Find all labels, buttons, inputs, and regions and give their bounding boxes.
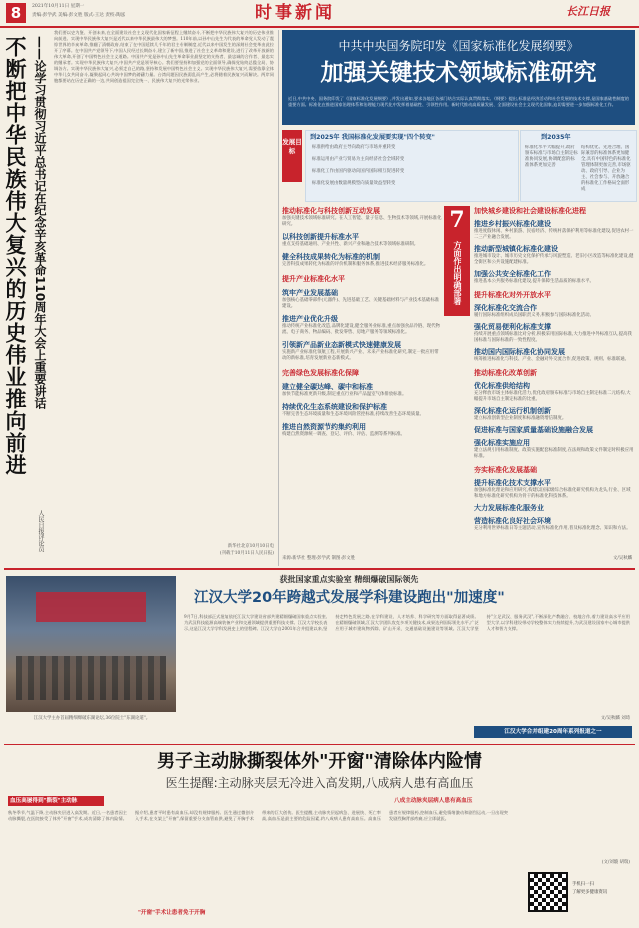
jiangda-kicker: 获批国家重点实验室 精细爆破国际领先 bbox=[279, 575, 419, 584]
item-title: 强化标准实施应用 bbox=[474, 439, 530, 447]
item-title: 推动标准化改革创新 bbox=[474, 369, 537, 377]
seven-aspects-badge bbox=[444, 206, 470, 316]
jiangda-body: 9月7日,科技部正式批复依托江汉大学建设省部共建精细爆破国家重点实验室,为武汉科技能源高端装备产业和交通领域提供重要科技支撑。江汉大学校长表示,这是江汉大学学科发展史上的里程碑。江汉大学自2001年合并组建以来,坚持走特色发展之路,在学科建设、人才培养、科学研究等方面取得显著成绩。在精细爆破领域,江汉大学团队攻克多项关键技术,成果达到国际领先水平,广泛应用于城市建筑物拆除、矿山开采、交通基础设施建设等领域。江汉大学坚持"立足武汉、服务武汉",不断深化产教融合、校地合作,着力建设高水平应用型大学,以学科建设带动学校整体实力持续提升,为武汉建设国家中心城市提供人才和智力支撑。 bbox=[184, 614, 630, 631]
medical-article bbox=[4, 748, 635, 924]
item-title: 强化贸易便利化标准支撑 bbox=[474, 323, 551, 331]
item-title: 推进自然资源节约集约利用 bbox=[282, 423, 366, 431]
medical-body: 秋冬季节,气温下降,主动脉夹层进入高发期。近日,一名患者因主动脉撕裂,在医院接受了体外"开窗"手术,成功清除了体内险情。据介绍,患者平时患有高血压,却没有规律服药。医生通过微创介入手术,在支架上"开窗",保留重要分支血管血供,避免了开胸手术带来的巨大创伤。医生提醒,主动脉夹层起病急、进展快、死亡率高,高血压是最主要的危险因素,约八成病人患有高血压。高血压患者应规律服药,控制血压,避免情绪激动和剧烈运动,一旦出现突发剧烈胸背部疼痛,应立即就医。 bbox=[8, 810, 508, 821]
item-text: 加强关键技术领域标准研究。在人工智能、量子信息、生物技术等领域,开展标准化研究。 bbox=[282, 216, 442, 227]
item-title: 深化标准化交流合作 bbox=[474, 304, 537, 312]
item-text: 推进度假休闲、乡村旅游、民宿经济、传统村落保护利用等标准化建设,促进农村一二三产业融合发展。 bbox=[474, 229, 634, 240]
commentary-headline: 不断把中华民族伟大复兴的历史伟业推向前进 bbox=[3, 36, 27, 476]
item-title: 持续优化生态系统建设和保护标准 bbox=[282, 403, 387, 411]
series-ribbon: 江汉大学合并组建20周年系列报道之一 bbox=[474, 726, 632, 738]
page-number: 8 bbox=[6, 3, 26, 23]
item-title: 引领新产品新业态新模式快速健康发展 bbox=[282, 341, 401, 349]
goal-2025-title: 到2025年 我国标准化发展要实现"四个转变" bbox=[310, 134, 435, 141]
goal-2025-item: 标准化工作由国内驱动向国内国际相互促进转变 bbox=[312, 169, 405, 174]
medical-headline: 男子主动脉撕裂体外"开窗"清除体内险情 bbox=[157, 751, 482, 772]
item-title: 提升标准化对外开放水平 bbox=[474, 291, 551, 299]
commentary-subhead: ——论学习贯彻习近平总书记在纪念辛亥革命110周年大会上重要讲话 bbox=[33, 36, 47, 410]
item-title: 提升标准化技术支撑水平 bbox=[474, 479, 551, 487]
item-text: 加快节能标准更新升级,制定重点行业和产品温室气体排放标准。 bbox=[282, 392, 407, 397]
item-title: 健全科技成果转化为标准的机制 bbox=[282, 253, 380, 261]
forum-photo bbox=[6, 576, 176, 712]
medical-section-1: 血压高屡得到"撕裂"主动脉 bbox=[10, 798, 78, 804]
goal-2025-box bbox=[305, 130, 519, 202]
item-text: 充分利用世界标准日等主题活动,宣传标准化作用,普及标准化理念、知识和方法。 bbox=[474, 526, 631, 531]
item-title: 营造标准化良好社会环境 bbox=[474, 517, 551, 525]
standards-byline: 文/吴秋麟 bbox=[612, 556, 632, 561]
item-text: 充分释放市场主体标准化活力,优化政府颁布标准与市场自主制定标准二元结构,大幅提升市场自主制定标准的比重。 bbox=[474, 391, 631, 402]
item-text: 加强标准化理论和应用研究,构建以国家级综合标准化研究机构为龙头,行业、区域和地方标准化研究机构为骨干的标准化科技体系。 bbox=[474, 488, 631, 499]
item-text: 不断完善生态环境质量和生态环境风险管控标准,持续改善生态环境质量。 bbox=[282, 412, 424, 417]
item-title: 加快城乡建设和社会建设标准化进程 bbox=[474, 207, 586, 215]
commentary-body: 我们要以史为鉴、开创未来,在全面建设社会主义现代化国家新征程上继续奋斗,不断把中华民族伟大复兴的历史伟业推向前进。实现中华民族伟大复兴是近代以来中华民族最伟大的梦想。110年前,以孙中山先生为代表的革命党人发动了震惊世界的辛亥革命,推翻了清朝政府,结束了在中国延续几千年的君主专制制度,近代以来中国发生的深刻社会变革由此拉开了序幕。在中国共产党领导下,中国人民经过长期奋斗,建立了新中国,推进了社会主义革命和建设,进行了改革开放新的伟大革命,开创了中国特色社会主义道路。中国共产党是孙中山先生革命事业最坚定的支持者、最忠诚的合作者、最忠实的继承者。实现中华民族伟大复兴,中国共产党是领导核心。我们要坚持和加强党的全面领导,确保党始终总揽全局、协调各方。实现中华民族伟大复兴,必须走自己的路,坚持和发展中国特色社会主义。实现中华民族伟大复兴,需要依靠全体中华儿女共同奋斗,凝聚起同心共筑中国梦的磅礴力量。台湾问题因民族弱乱而产生,必将随着民族复兴而解决。两岸同胞都要站在历史正确的一边,共同创造祖国完全统一、民族伟大复兴的光荣伟业。 bbox=[54, 30, 274, 83]
item-title: 促进标准与国家质量基础设施融合发展 bbox=[474, 426, 593, 434]
item-title: 夯实标准化发展基础 bbox=[474, 466, 537, 474]
audience-rows bbox=[16, 656, 166, 700]
qr-line-2: 了解更多健康资讯 bbox=[572, 890, 608, 895]
badge-text: 方面作出明确部署 bbox=[453, 241, 462, 305]
standards-kicker: 中共中央国务院印发《国家标准化发展纲要》 bbox=[338, 39, 579, 53]
item-title: 建立健全碳达峰、碳中和标准 bbox=[282, 383, 373, 391]
item-text: 推进城市设计、城市历史文化保护传承与风貌塑造、老旧小区改造等标准化建设,健全街区和公共设施配建标准。 bbox=[474, 254, 634, 265]
goals-label: 发展目标 bbox=[282, 130, 302, 182]
item-text: 推动传统产业标准化改造,品牌化建设,健全服务业标准,重点加强食品冷链、现代物流、电子商务、物品编码、批发零售、房地产服务等领域标准化。 bbox=[282, 324, 440, 335]
item-title: 优化标准供给结构 bbox=[474, 382, 530, 390]
commentary-source: 新华社北京10月10日电 bbox=[227, 544, 274, 549]
qr-line-1: 手机扫一扫 bbox=[572, 882, 594, 887]
item-title: 提升产业标准化水平 bbox=[282, 275, 345, 283]
item-text: 推进基本公共服务标准化建设,提升保障生活品质的标准水平。 bbox=[474, 279, 594, 284]
item-title: 推动标准化与科技创新互动发展 bbox=[282, 207, 380, 215]
item-text: 建立标准创新型企业制度和标准融资增信制度。 bbox=[474, 416, 567, 421]
goal-2035-title: 到2035年 bbox=[541, 134, 571, 141]
item-text: 统筹推进标准化与科技、产业、金融对外交流合作,促进政策、规则、标准联通。 bbox=[474, 357, 630, 362]
goal-2035-item: 结构优化、先进合理、国际兼容的标准体系更加健全,具有中国特色的标准化管理体制更加完善,市场驱动、政府引导、企业为主、社会参与、开放融合的标准化工作格局全面形成 bbox=[581, 145, 631, 192]
item-title: 加强公共安全标准化工作 bbox=[474, 270, 551, 278]
item-title: 筑牢产业发展基础 bbox=[282, 289, 338, 297]
standards-intro: 近日,中共中央、国务院印发了《国家标准化发展纲要》,并发出通知,要求各地区各部门结合实际认真贯彻落实。《纲要》提出,标准是经济活动和社会发展的技术支撑,是国家基础性制度的重要方面。标准化在推进国家治理体系和治理能力现代化中发挥着基础性、引领性作用。新时代推动高质量发展、全面建设社会主义现代化国家,迫切需要进一步加强标准化工作。 bbox=[288, 96, 629, 107]
section-rule bbox=[4, 568, 635, 570]
medical-section-3: 八成主动脉夹层病人患有高血压 bbox=[394, 796, 524, 806]
commentary-byline: 人民日报评论员 bbox=[37, 510, 44, 552]
column-divider bbox=[278, 30, 279, 566]
item-text: 构建自然资源统一调查、登记、评价、评估、监测等系列标准。 bbox=[282, 432, 405, 437]
item-title: 推动国内国际标准化协同发展 bbox=[474, 348, 565, 356]
section-title: 时事新闻 bbox=[255, 3, 335, 23]
commentary-source-note: (刊载于10月11日人民日报) bbox=[219, 551, 274, 556]
badge-number: 7 bbox=[449, 207, 465, 233]
standards-headline: 加强关键技术领域标准研究 bbox=[320, 60, 597, 86]
item-text: 重点支持基础通用、产业共性、新兴产业和融合技术等领域标准研制。 bbox=[282, 242, 419, 247]
date-line: 2021年10月11日 星期一 bbox=[32, 4, 85, 9]
standards-left-column bbox=[282, 206, 442, 552]
item-text: 履行国际标准组织成员国职责义务,积极参与国际标准化活动。 bbox=[474, 313, 594, 318]
goal-2035-item: 标准化水平大幅提升,政府颁布标准与市场自主制定标准协同发展,协调配套的标准体系更加完善 bbox=[525, 145, 578, 168]
item-title: 以科技创新提升标准水平 bbox=[282, 233, 359, 241]
item-title: 推进乡村振兴标准化建设 bbox=[474, 220, 551, 228]
standards-right-column bbox=[474, 206, 634, 552]
goal-2035-box bbox=[520, 130, 637, 202]
item-title: 推动新型城镇化标准化建设 bbox=[474, 245, 558, 253]
item-text: 建立法规引用标准制度、政策实施配套标准制度,在法规和政策文件制定时积极应用标准。 bbox=[474, 448, 634, 459]
left-commentary bbox=[4, 30, 276, 566]
item-text: 加强核心基础零部件(元器件)、先进基础工艺、关键基础材料与产业技术基础标准建设。 bbox=[282, 298, 440, 309]
item-title: 大力发展标准化服务业 bbox=[474, 504, 544, 512]
goal-2025-item: 标准化发展由数量规模型向质量效益型转变 bbox=[312, 181, 396, 186]
goal-2025-item: 标准供给由政府主导向政府与市场并重转变 bbox=[312, 145, 396, 150]
medical-byline: (文/刘璇 胡瑞) bbox=[601, 860, 630, 865]
editors-line: 责编:彭学武 美编:彭文胜 版式:王达 责校:陶泓 bbox=[32, 13, 126, 18]
jiangda-article bbox=[4, 572, 635, 742]
jiangda-headline: 江汉大学20年跨越式发展学科建设跑出"加速度" bbox=[194, 590, 505, 606]
item-text: 完善科技成果转化为标准的评价机制和服务体系,推进技术经济服务标准化。 bbox=[282, 262, 429, 267]
standards-article bbox=[282, 30, 635, 566]
goal-2025-item: 标准运用由产业与贸易为主向经济社会全域转变 bbox=[312, 157, 405, 162]
item-text: 实施新产业标准化领航工程,开展新兴产业、未来产业标准化研究,制定一批应用带动的新标准,培育发展新业态新模式。 bbox=[282, 350, 439, 361]
qr-code[interactable] bbox=[528, 872, 568, 912]
medical-section-2: "开窗"手术让患者免于开胸 bbox=[138, 910, 206, 916]
section-rule bbox=[4, 744, 635, 745]
paper-logo: 长江日报 bbox=[566, 5, 610, 18]
item-title: 完善绿色发展标准化保障 bbox=[282, 369, 359, 377]
standards-source: 来源:新华社 整理:彭学武 制图:彭文胜 bbox=[282, 556, 356, 561]
page-header bbox=[0, 0, 639, 28]
medical-subhead: 医生提醒:主动脉夹层无冷进入高发期,八成病人患有高血压 bbox=[165, 776, 474, 790]
stage-backdrop bbox=[36, 592, 146, 622]
photo-caption: 江汉大学主办首届精细爆破东湖论坛,36位院士"东湖论道"。 bbox=[33, 716, 151, 721]
item-title: 深化标准化运行机制创新 bbox=[474, 407, 551, 415]
jiangda-byline: 文/吴秋麟 刘琦 bbox=[600, 716, 630, 721]
item-text: 持续开展重点领域标准比对分析,积极采用国际标准,大力推进中外标准互认,提高我国标准与国际标准的一致性程度。 bbox=[474, 332, 632, 343]
item-title: 推进产业优化升级 bbox=[282, 315, 338, 323]
